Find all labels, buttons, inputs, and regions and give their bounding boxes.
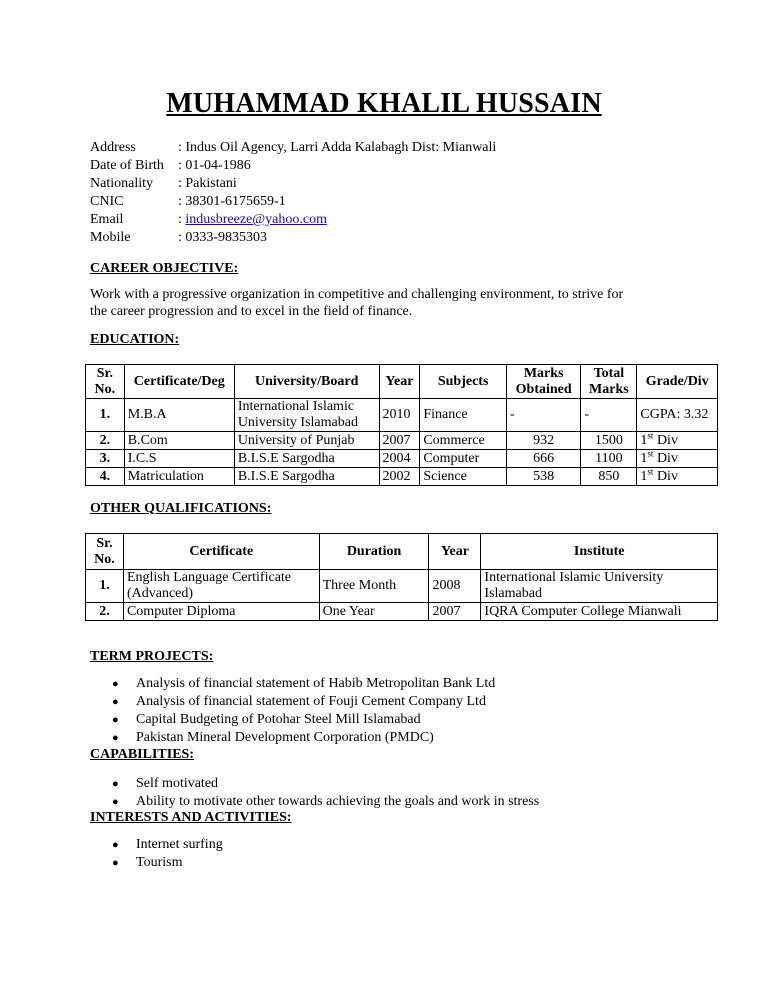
table-cell: Finance: [420, 399, 507, 432]
column-header: Year: [429, 534, 481, 570]
table-cell: 2008: [429, 570, 481, 603]
list-item: [112, 675, 495, 693]
info-label: Nationality: [90, 176, 153, 191]
table-cell: 1st Div: [637, 468, 718, 486]
info-label: Address: [90, 140, 136, 155]
table-cell: 1.: [86, 570, 124, 603]
email-link[interactable]: indusbreeze@yahoo.com: [185, 212, 327, 227]
table-cell: 2007: [429, 603, 481, 621]
info-value: : 0333-9835303: [178, 230, 268, 245]
list-item: [112, 711, 495, 729]
table-cell: Computer Diploma: [123, 603, 319, 621]
table-cell: IQRA Computer College Mianwali: [481, 603, 718, 621]
table-cell: B.I.S.E Sargodha: [234, 468, 379, 486]
interests-list: [112, 836, 223, 872]
education-heading: EDUCATION:: [90, 332, 180, 347]
column-header: Total Marks: [581, 365, 637, 399]
table-row: [86, 468, 718, 486]
info-row-mobile: [90, 229, 496, 247]
education-table: [85, 364, 718, 486]
table-cell: M.B.A: [124, 399, 234, 432]
table-header-row: [86, 365, 718, 399]
table-cell: Three Month: [319, 570, 429, 603]
info-row-address: [90, 139, 496, 157]
list-item-text: Analysis of financial statement of Habib Metropolitan Bank Ltd: [136, 676, 496, 691]
info-label: Mobile: [90, 230, 131, 245]
column-header: Year: [379, 365, 420, 399]
info-value: : Indus Oil Agency, Larri Adda Kalabagh Dist: Mianwali: [178, 140, 497, 155]
bullet-icon: ●: [112, 857, 119, 869]
table-cell: 1100: [581, 450, 637, 468]
list-item-text: Tourism: [136, 855, 183, 870]
list-item-text: Capital Budgeting of Potohar Steel Mill Islamabad: [136, 712, 421, 727]
info-label: CNIC: [90, 194, 124, 209]
list-item: [112, 854, 223, 872]
list-item-text: Analysis of financial statement of Fouji Cement Company Ltd: [136, 694, 486, 709]
table-row: [86, 570, 718, 603]
list-item: [112, 775, 539, 793]
table-cell: -: [506, 399, 580, 432]
table-row: [86, 399, 718, 432]
table-cell: 2.: [86, 432, 125, 450]
table-cell: 3.: [86, 450, 125, 468]
table-cell: 2004: [379, 450, 420, 468]
bullet-icon: ●: [112, 678, 119, 690]
table-cell: Commerce: [420, 432, 507, 450]
info-value: : 38301-6175659-1: [178, 194, 286, 209]
interests-heading: INTERESTS AND ACTIVITIES:: [90, 810, 292, 825]
table-cell: B.I.S.E Sargodha: [234, 450, 379, 468]
bullet-icon: ●: [112, 696, 119, 708]
bullet-icon: ●: [112, 732, 119, 744]
column-header: Marks Obtained: [506, 365, 580, 399]
table-cell: 2010: [379, 399, 420, 432]
list-item-text: Pakistan Mineral Development Corporation (PMDC): [136, 730, 434, 745]
capabilities-list: [112, 775, 539, 811]
table-cell: CGPA: 3.32: [637, 399, 718, 432]
table-row: [86, 603, 718, 621]
table-cell: 2.: [86, 603, 124, 621]
list-item: [112, 693, 495, 711]
column-header: Subjects: [420, 365, 507, 399]
table-cell: One Year: [319, 603, 429, 621]
info-row-cnic: [90, 193, 496, 211]
column-header: Institute: [481, 534, 718, 570]
career-objective-line: Work with a progressive organization in competitive and challenging environment, to strive for: [90, 287, 624, 302]
table-cell: English Language Certificate (Advanced): [123, 570, 319, 603]
table-cell: 1500: [581, 432, 637, 450]
table-cell: 1st Div: [637, 432, 718, 450]
table-cell: 666: [506, 450, 580, 468]
bullet-icon: ●: [112, 839, 119, 851]
column-header: Sr. No.: [86, 365, 125, 399]
list-item-text: Ability to motivate other towards achieving the goals and work in stress: [136, 794, 540, 809]
column-header: Certificate: [123, 534, 319, 570]
term-projects-list: [112, 675, 495, 747]
table-row: [86, 432, 718, 450]
other-qualifications-table: [85, 533, 718, 621]
info-row-nationality: [90, 175, 496, 193]
table-cell: 1.: [86, 399, 125, 432]
table-cell: Matriculation: [124, 468, 234, 486]
capabilities-heading: CAPABILITIES:: [90, 747, 194, 762]
career-objective-text: [90, 286, 690, 320]
info-label: Email: [90, 212, 124, 227]
table-cell: International Islamic University Islamabad: [481, 570, 718, 603]
bullet-icon: ●: [112, 714, 119, 726]
resume-name: MUHAMMAD KHALIL HUSSAIN: [166, 88, 602, 119]
list-item: [112, 793, 539, 811]
column-header: Duration: [319, 534, 429, 570]
bullet-icon: ●: [112, 796, 119, 808]
table-cell: B.Com: [124, 432, 234, 450]
info-label: Date of Birth: [90, 158, 164, 173]
table-cell: 932: [506, 432, 580, 450]
info-row-email: [90, 211, 496, 229]
table-cell: Computer: [420, 450, 507, 468]
info-value: :: [178, 212, 182, 227]
career-objective-heading: CAREER OBJECTIVE:: [90, 261, 239, 276]
table-cell: -: [581, 399, 637, 432]
other-qualifications-heading: OTHER QUALIFICATIONS:: [90, 501, 272, 516]
column-header: Certificate/Deg: [124, 365, 234, 399]
table-cell: 1st Div: [637, 450, 718, 468]
career-objective-line: the career progression and to excel in the field of finance.: [90, 304, 413, 319]
info-row-dob: [90, 157, 496, 175]
table-cell: 4.: [86, 468, 125, 486]
bullet-icon: ●: [112, 778, 119, 790]
list-item-text: Internet surfing: [136, 837, 223, 852]
list-item: [112, 836, 223, 854]
column-header: Grade/Div: [637, 365, 718, 399]
table-cell: 850: [581, 468, 637, 486]
table-cell: 2007: [379, 432, 420, 450]
term-projects-heading: TERM PROJECTS:: [90, 649, 214, 664]
list-item-text: Self motivated: [136, 776, 219, 791]
personal-info: [90, 139, 496, 247]
table-cell: 2002: [379, 468, 420, 486]
table-cell: I.C.S: [124, 450, 234, 468]
table-cell: University of Punjab: [234, 432, 379, 450]
table-cell: 538: [506, 468, 580, 486]
info-value: : 01-04-1986: [178, 158, 251, 173]
table-cell: International Islamic University Islamabad: [234, 399, 379, 432]
column-header: University/Board: [234, 365, 379, 399]
info-value: : Pakistani: [178, 176, 237, 191]
column-header: Sr. No.: [86, 534, 124, 570]
table-row: [86, 450, 718, 468]
table-header-row: [86, 534, 718, 570]
table-cell: Science: [420, 468, 507, 486]
list-item: [112, 729, 495, 747]
